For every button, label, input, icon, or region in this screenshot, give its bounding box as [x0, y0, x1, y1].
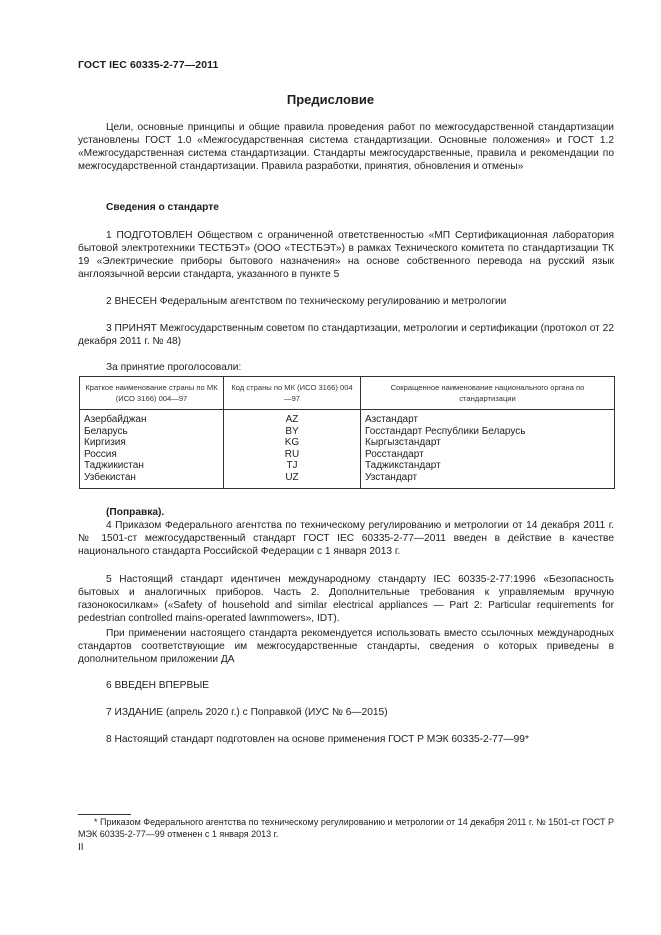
- table-row: [80, 410, 615, 426]
- item-5-note: [78, 627, 614, 666]
- intro-paragraph: [78, 121, 614, 173]
- intro-text: Цели, основные принципы и общие правила проведения работ по межгосударственной стандартизации установлены ГОСТ 1.0 «Межгосударственная система стандартизации. Основные положения» и ГОСТ 1.2 «Межгосударственная система стандартизации. Стандарты межгосударственные, правила и рекомендации по межгосударственной стандартизации. Правила разработки, принятия, обновления и отмены»: [78, 122, 614, 173]
- voting-table: [79, 376, 615, 489]
- table-header-row: [80, 377, 615, 410]
- item-4-text: 4 Приказом Федерального агентства по техническому регулированию и метрологии от 14 декабря 2011 г. № 1501-ст межгосударственный стандарт ГОСТ IEC 60335-2-77—2011 введен в действие в качестве национального стандарта Российской Федерации с 1 января 2013 г.: [78, 520, 614, 558]
- table-cell-body: Таджикстандарт: [361, 460, 615, 472]
- table-cell-body: Росстандарт: [361, 449, 615, 461]
- item-7: [78, 706, 614, 719]
- table-row: [80, 472, 615, 488]
- table-cell-code: AZ: [224, 410, 361, 426]
- page-number: II: [78, 842, 84, 853]
- item-6-text: 6 ВВЕДЕН ВПЕРВЫЕ: [106, 680, 210, 691]
- table-cell-country: Беларусь: [80, 426, 224, 438]
- item-1-text: 1 ПОДГОТОВЛЕН Обществом с ограниченной ответственностью «МП Сертификационная лаборатория бытовой электротехники ТЕСТБЭТ» (ООО «ТЕСТБЭТ») в рамках Технического комитета по стандартизации ТК 19 «Электрические приборы бытового назначения» на основе собственного перевода на русский язык англоязычной версии стандарта, указанного в пункте 5: [78, 230, 614, 281]
- item-6: [78, 679, 614, 692]
- table-row: [80, 460, 615, 472]
- item-5-note-text: При применении настоящего стандарта рекомендуется использовать вместо ссылочных международных стандартов соответствующие им межгосударственные стандарты, сведения о которых приведены в дополнительном приложении ДА: [78, 628, 614, 666]
- table-header-code: Код страны по МК (ИСО 3166) 004—97: [224, 377, 361, 410]
- correction-note: [78, 506, 614, 519]
- item-8: [78, 733, 614, 746]
- section-heading: [78, 201, 614, 214]
- page-title: Предисловие: [286, 92, 375, 107]
- table-cell-country: Азербайджан: [80, 410, 224, 426]
- table-cell-code: RU: [224, 449, 361, 461]
- table-cell-code: UZ: [224, 472, 361, 488]
- document-header: ГОСТ IEC 60335-2-77—2011: [78, 59, 219, 71]
- table-cell-country: Узбекистан: [80, 472, 224, 488]
- table-cell-code: KG: [224, 437, 361, 449]
- item-5: [78, 573, 614, 625]
- footnote-divider: [78, 814, 131, 815]
- item-3-text: 3 ПРИНЯТ Межгосударственным советом по стандартизации, метрологии и сертификации (протокол от 22 декабря 2011 г. № 48): [78, 323, 614, 348]
- item-2-text: 2 ВНЕСЕН Федеральным агентством по техническому регулированию и метрологии: [106, 296, 507, 307]
- table-cell-code: TJ: [224, 460, 361, 472]
- table-header-body: Сокращенное наименование национального органа по стандартизации: [361, 377, 615, 410]
- footnote: [78, 816, 614, 840]
- table-header-country: Краткое наименование страны по МК (ИСО 3166) 004—97: [80, 377, 224, 410]
- table-cell-body: Узстандарт: [361, 472, 615, 488]
- footnote-text: * Приказом Федерального агентства по техническому регулированию и метрологии от 14 декабря 2011 г. № 1501-ст ГОСТ Р МЭК 60335-2-77—99 отменен с 1 января 2013 г.: [78, 817, 614, 839]
- table-cell-country: Таджикистан: [80, 460, 224, 472]
- item-2: [78, 295, 614, 308]
- table-cell-body: Госстандарт Республики Беларусь: [361, 426, 615, 438]
- table-cell-country: Россия: [80, 449, 224, 461]
- item-5-text: 5 Настоящий стандарт идентичен международному стандарту IEC 60335-2-77:1996 «Безопасность бытовых и аналогичных приборов. Часть 2. Дополнительные требования к управляемым вручную газонокосилкам» («Safety of household and similar electrical appliances — Part 2: Particular requirements for pedestrian controlled mains-operated lawnmowers», IDT).: [78, 574, 614, 625]
- section-heading-text: Сведения о стандарте: [106, 202, 219, 213]
- table-row: [80, 449, 615, 461]
- correction-text: (Поправка).: [106, 507, 165, 518]
- item-1: [78, 229, 614, 281]
- table-row: [80, 426, 615, 438]
- table-cell-country: Киргизия: [80, 437, 224, 449]
- item-3: [78, 322, 614, 348]
- item-8-text: 8 Настоящий стандарт подготовлен на основе применения ГОСТ Р МЭК 60335-2-77—99*: [106, 734, 529, 745]
- item-7-text: 7 ИЗДАНИЕ (апрель 2020 г.) с Поправкой (ИУС № 6—2015): [106, 707, 388, 718]
- table-cell-body: Кыргызстандарт: [361, 437, 615, 449]
- table-row: [80, 437, 615, 449]
- vote-label: За принятие проголосовали:: [106, 362, 242, 373]
- table-cell-code: BY: [224, 426, 361, 438]
- table-cell-body: Азстандарт: [361, 410, 615, 426]
- item-4: [78, 519, 614, 558]
